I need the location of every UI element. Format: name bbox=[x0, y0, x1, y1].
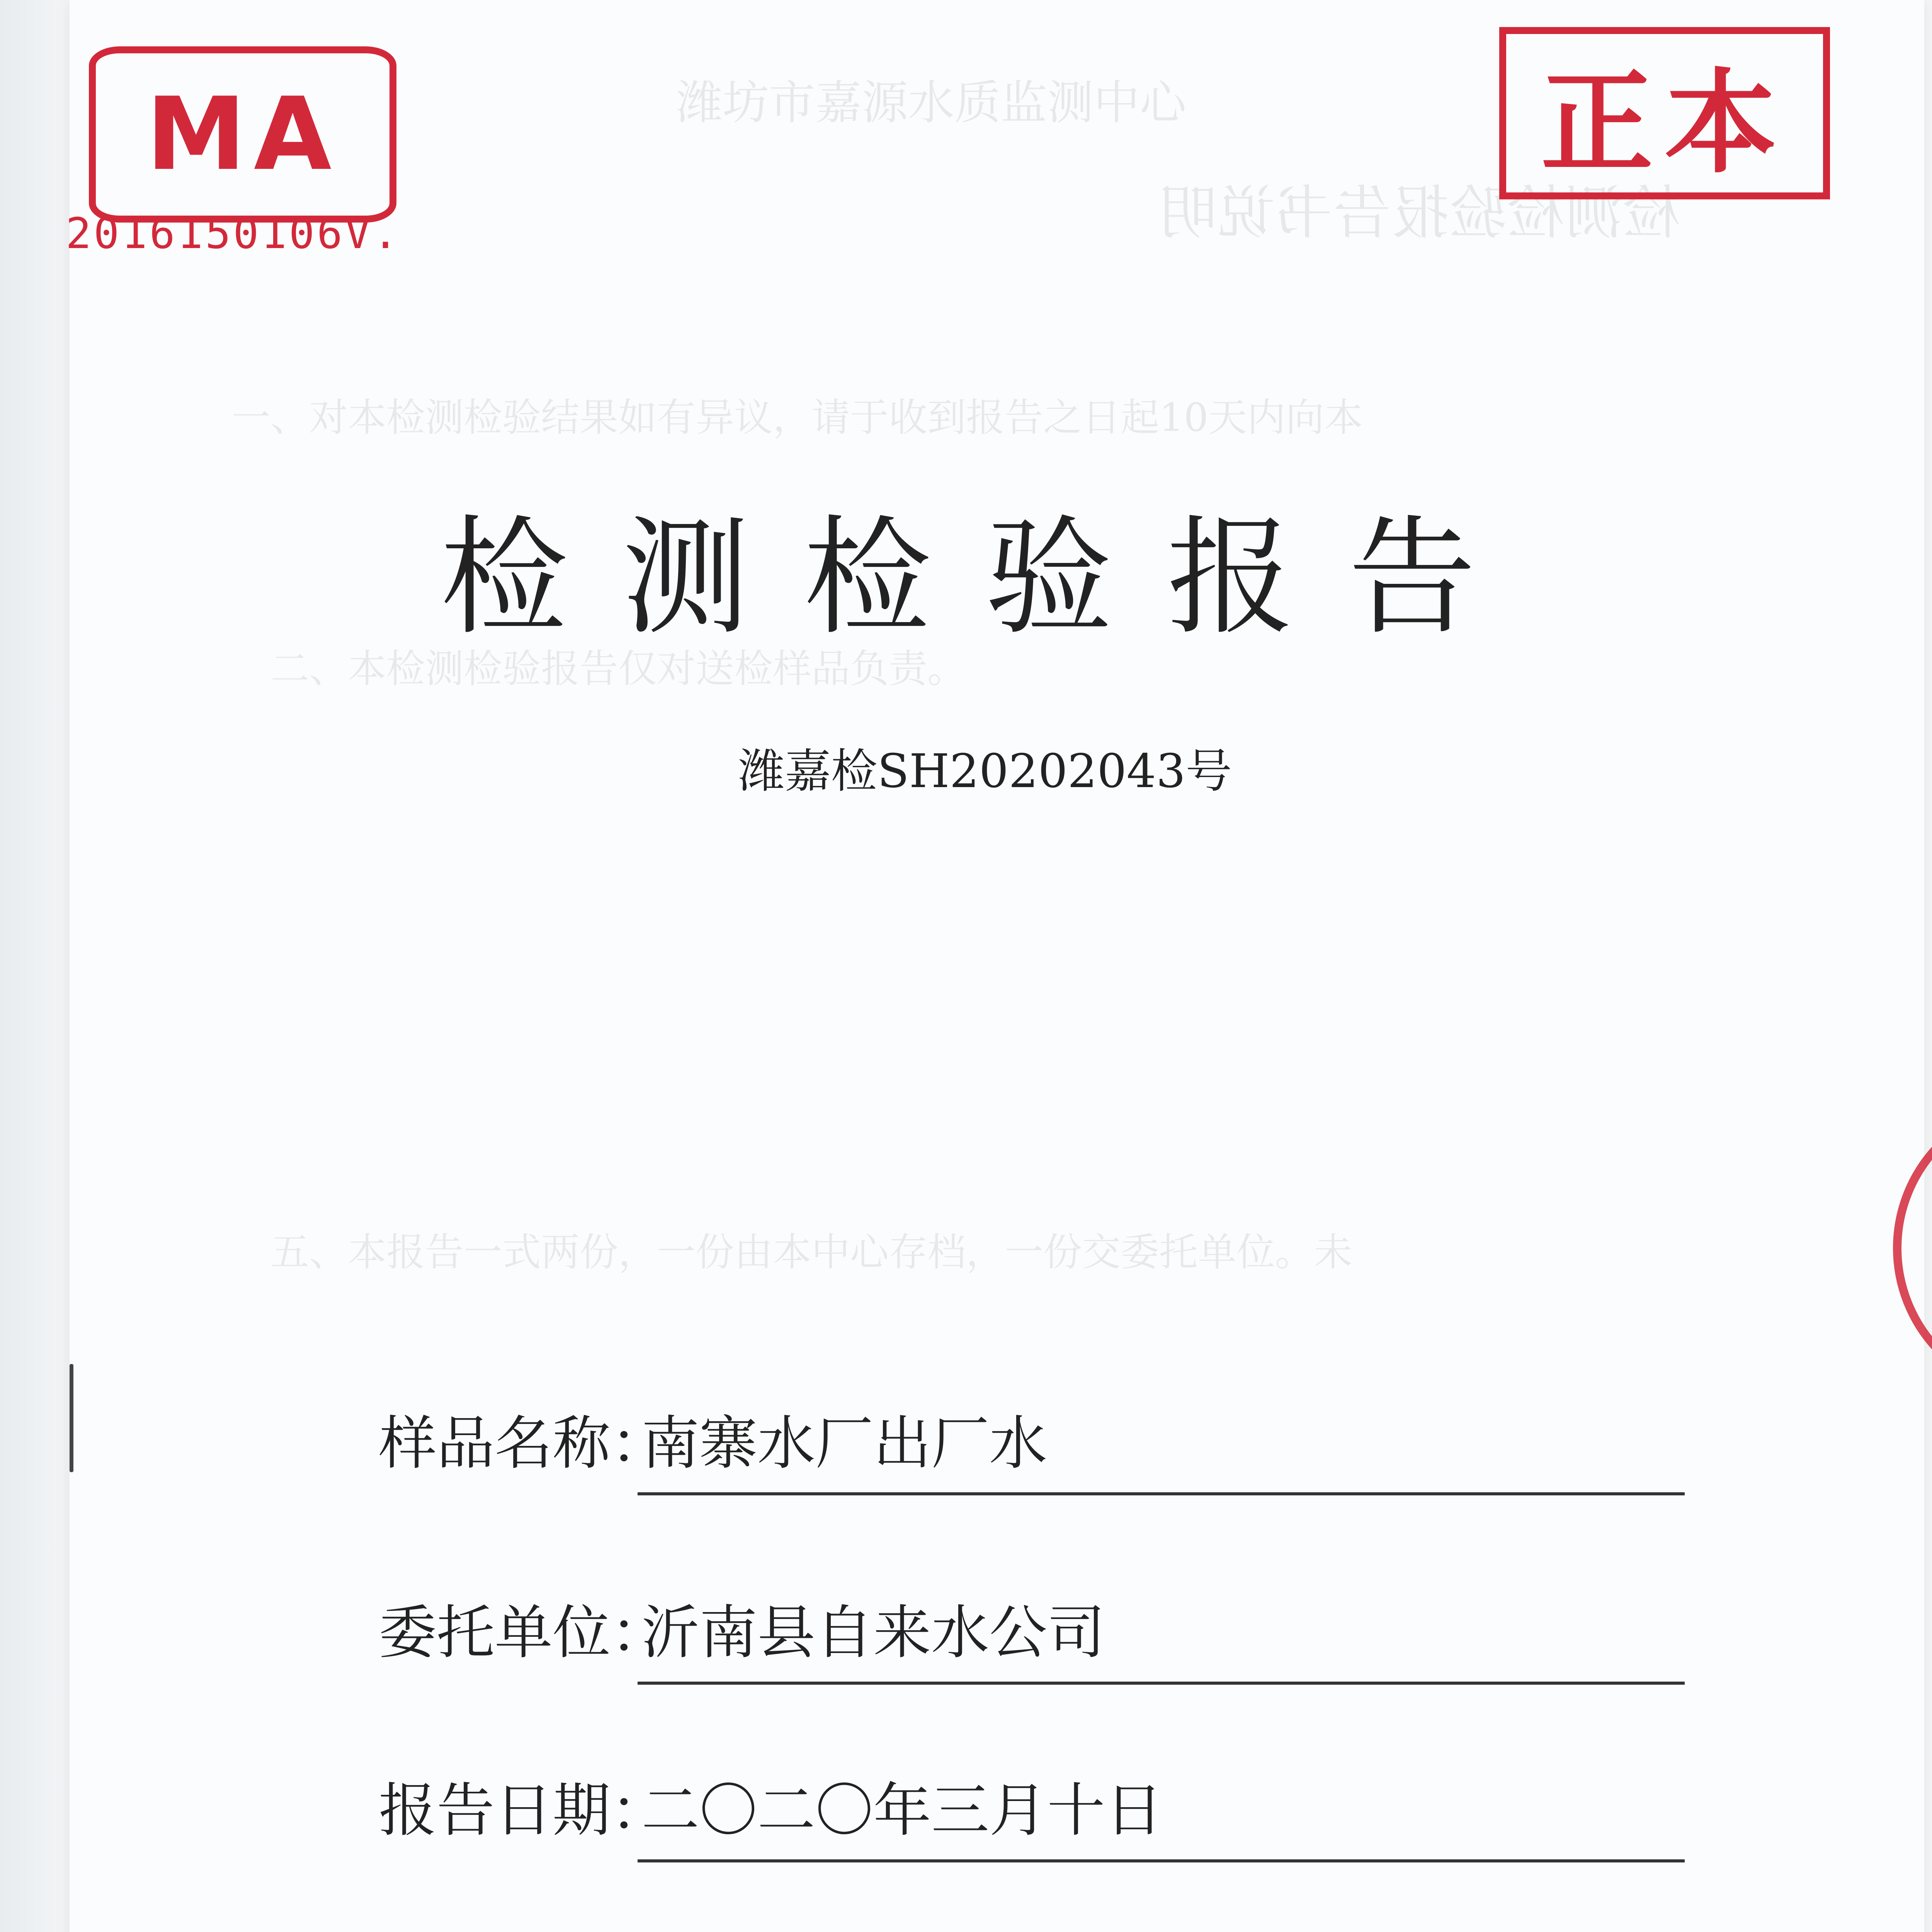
bleed-through-text: 二、本检测检验报告仅对送检样品负责。 bbox=[270, 646, 966, 691]
report-date-value: 二〇二〇年三月十日 bbox=[641, 1777, 1163, 1844]
client-value: 沂南县自来水公司 bbox=[641, 1599, 1105, 1667]
sample-name-value: 南寨水厂出厂水 bbox=[641, 1410, 1048, 1477]
report-date-label: 报告日期： bbox=[379, 1777, 669, 1844]
sample-name-underline bbox=[638, 1492, 1685, 1495]
report-date-field bbox=[379, 1774, 1685, 1862]
ma-certification-stamp bbox=[66, 35, 413, 258]
client-field bbox=[379, 1596, 1685, 1685]
report-title: 检测检验报告 bbox=[440, 503, 1530, 652]
bleed-through-text: 一、对本检测检验结果如有异议，请于收到报告之日起10天内向本 bbox=[232, 395, 1363, 440]
sample-name-label: 样品名称： bbox=[379, 1410, 669, 1477]
scan-spine bbox=[0, 0, 70, 1932]
edge-seal-fragment bbox=[1882, 1074, 1932, 1422]
staple bbox=[70, 1364, 73, 1472]
report-number: 潍嘉检SH20202043号 bbox=[738, 745, 1232, 798]
bleed-through-text: 五、本报告一式两份，一份由本中心存档，一份交委托单位。未 bbox=[270, 1230, 1352, 1275]
ma-stamp-box: MA bbox=[89, 46, 396, 223]
bleed-through-text: 潍坊市嘉源水质监测中心 bbox=[676, 76, 1186, 130]
sample-name-field bbox=[379, 1406, 1685, 1495]
bleed-through-text: 检测检验报告书说明 bbox=[1159, 180, 1681, 247]
ma-certificate-number: 2016150106V. bbox=[66, 209, 401, 258]
client-underline bbox=[638, 1682, 1685, 1685]
client-label: 委托单位： bbox=[379, 1599, 669, 1667]
report-date-underline bbox=[638, 1859, 1685, 1862]
original-copy-stamp: 正本 bbox=[1499, 27, 1830, 199]
